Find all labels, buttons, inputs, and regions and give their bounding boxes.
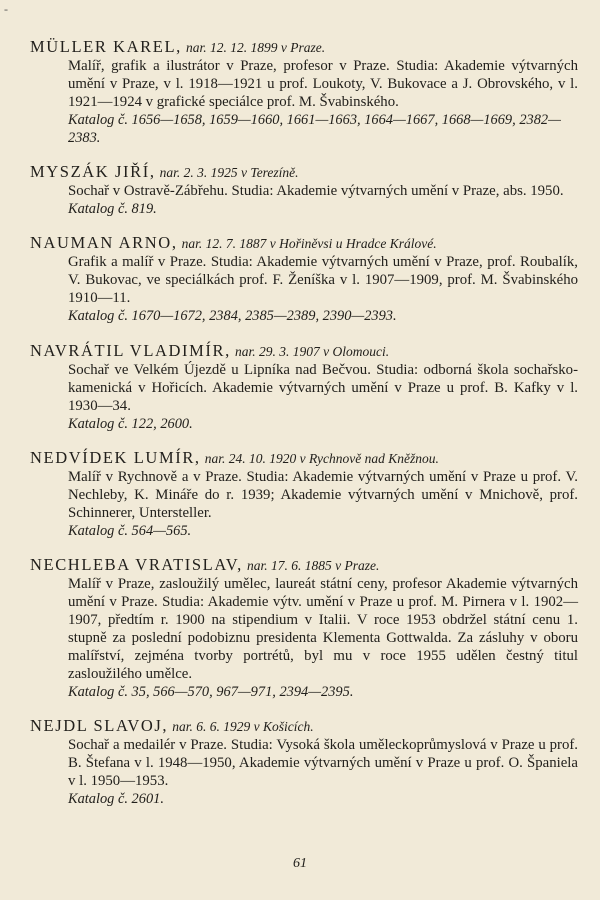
entry-text: Sochař a medailér v Praze. Studia: Vysoká škola uměleckoprůmyslová v Praze u prof. B. Štefana v l. 1948—1950, Akademie výtvarných umění v Praze u prof. O. Španiela v l. 1950—1953.	[68, 737, 578, 789]
entry-heading	[30, 163, 578, 182]
artist-entry	[30, 449, 578, 540]
artist-name: MYSZÁK JIŘÍ,	[30, 162, 156, 181]
artist-entry	[30, 234, 578, 325]
artist-name: NEJDL SLAVOJ,	[30, 716, 169, 735]
catalog-ref: Katalog č. 2601.	[68, 791, 164, 807]
corner-mark: -	[4, 2, 8, 16]
catalog-ref: Katalog č. 122, 2600.	[68, 416, 193, 432]
artist-entry	[30, 717, 578, 808]
artist-name: NEDVÍDEK LUMÍR,	[30, 448, 201, 467]
birth-info: nar. 12. 7. 1887 v Hořiněvsi u Hradce Králové.	[181, 236, 437, 251]
entry-text: Sochař v Ostravě-Zábřehu. Studia: Akademie výtvarných umění v Praze, abs. 1950.	[68, 183, 564, 199]
entry-heading	[30, 556, 578, 575]
catalog-ref: Katalog č. 1670—1672, 2384, 2385—2389, 2390—2393.	[68, 308, 397, 324]
entry-text: Malíř v Praze, zasloužilý umělec, laureát státní ceny, profesor Akademie výtvarných umění v Praze. Studia: Akademie výtv. umění v Praze u prof. M. Pirnera v l. 1902—1907, předtím r. 1900 na stipendium v Italii. V roce 1953 obdržel státní cenu 1. stupně za poslední podobiznu presidenta Klementa Gottwalda. Za zásluhy v oboru malířství, zejména tvorby portrétů, byl mu v roce 1955 udělen čestný titul zasloužilého umělce.	[68, 576, 578, 682]
birth-info: nar. 2. 3. 1925 v Terezíně.	[159, 165, 299, 180]
birth-info: nar. 24. 10. 1920 v Rychnově nad Kněžnou.	[204, 451, 439, 466]
entry-heading	[30, 449, 578, 468]
birth-info: nar. 6. 6. 1929 v Košicích.	[172, 719, 314, 734]
artist-entry	[30, 556, 578, 701]
entry-text: Grafik a malíř v Praze. Studia: Akademie výtvarných umění v Praze, prof. Roubalík, V. Bukovac, ve speciálkách prof. F. Ženíška v l. 1907—1909, prof. M. Švabinského 1910—11.	[68, 254, 578, 306]
entry-heading	[30, 38, 578, 57]
entry-text: Sochař ve Velkém Újezdě u Lipníka nad Bečvou. Studia: odborná škola sochařsko-kamenická v Hořicích. Akademie výtvarných umění v Praze u prof. B. Kafky v l. 1930—34.	[68, 362, 578, 414]
page-number: 61	[293, 856, 307, 871]
artist-entry	[30, 163, 578, 218]
entry-heading	[30, 342, 578, 361]
artist-name: MÜLLER KAREL,	[30, 37, 182, 56]
entry-heading	[30, 234, 578, 253]
artist-entry	[30, 38, 578, 147]
entry-heading	[30, 717, 578, 736]
catalog-ref: Katalog č. 1656—1658, 1659—1660, 1661—1663, 1664—1667, 1668—1669, 2382—2383.	[68, 112, 561, 146]
artist-entry	[30, 342, 578, 433]
entry-text: Malíř, grafik a ilustrátor v Praze, profesor v Praze. Studia: Akademie výtvarných umění v Praze, v l. 1918—1921 u prof. Loukoty, V. Bukovace a J. Obrovského, v l. 1921—1924 v grafické speciálce prof. M. Švabinského.	[68, 58, 578, 110]
artist-name: NAVRÁTIL VLADIMÍR,	[30, 341, 231, 360]
catalog-ref: Katalog č. 819.	[68, 201, 157, 217]
birth-info: nar. 17. 6. 1885 v Praze.	[246, 558, 380, 573]
entry-list	[30, 38, 578, 824]
catalog-ref: Katalog č. 564—565.	[68, 523, 192, 539]
birth-info: nar. 12. 12. 1899 v Praze.	[186, 40, 326, 55]
birth-info: nar. 29. 3. 1907 v Olomouci.	[234, 344, 390, 359]
artist-name: NECHLEBA VRATISLAV,	[30, 555, 243, 574]
catalog-ref: Katalog č. 35, 566—570, 967—971, 2394—2395.	[68, 684, 354, 700]
artist-name: NAUMAN ARNO,	[30, 233, 178, 252]
entry-text: Malíř v Rychnově a v Praze. Studia: Akademie výtvarných umění v Praze u prof. V. Nechleby, K. Mináře do r. 1939; Akademie výtvarných umění v Mnichově, prof. Schinnerer, Untersteller.	[68, 469, 578, 521]
